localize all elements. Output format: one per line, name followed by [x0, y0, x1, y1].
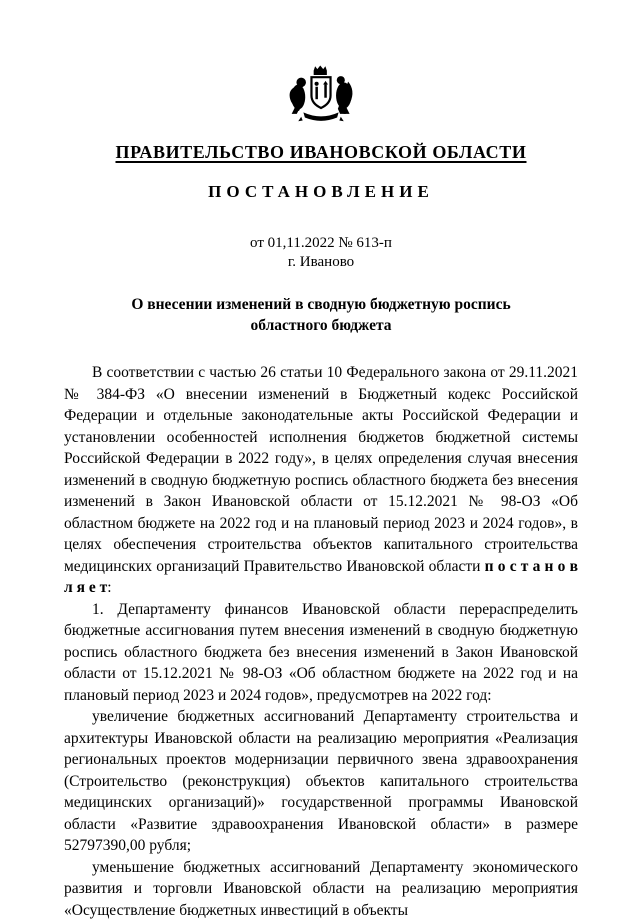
preamble-text: В соответствии с частью 26 статьи 10 Федерального закона от 29.11.2021 № 384-ФЗ «О внесении изменений в Бюджетный кодекс Российской Федерации и отдельные законодательные акты Российской Федерации и установлении особенностей исполнения бюджетов бюджетной системы Российской Федерации в 2022 году», в целях определения случая внесения изменений в сводную бюджетную роспись областного бюджета без внесения изменений в Закон Ивановской области от 15.12.2021 № 98-ОЗ «Об областном бюджете на 2022 год и на плановый период 2023 и 2024 годов», в целях обеспечения строительства объектов капитального строительства медицинских организаций Правительство Ивановской области [64, 364, 578, 575]
subject-line-1: О внесении изменений в сводную бюджетную роспись [64, 294, 578, 315]
paragraph-preamble [64, 362, 578, 599]
subject-heading [64, 294, 578, 336]
paragraph-decrease-appropriations: уменьшение бюджетных ассигнований Департаменту экономического развития и торговли Ивановской области на реализацию мероприятия «Осуществление бюджетных инвестиций в объекты [64, 857, 578, 921]
paragraph-item-1: 1. Департаменту финансов Ивановской области перераспределить бюджетные ассигнования путем внесения изменений в сводную бюджетную роспись областного бюджета без внесения изменений в Закон Ивановской области от 15.12.2021 № 98-ОЗ «Об областном бюджете на 2022 год и на плановый период 2023 и 2024 годов», предусмотрев на 2022 год: [64, 599, 578, 707]
date-number-line: от 01,11.2022 № 613-п [64, 234, 578, 253]
paragraph-increase-appropriations: увеличение бюджетных ассигнований Департаменту строительства и архитектуры Ивановской области на реализацию мероприятия «Реализация региональных проектов модернизации первичного звена здравоохранения (Строительство (реконструкция) объектов капитального строительства медицинских организаций)» государственной программы Ивановской области «Развитие здравоохранения Ивановской области» в размере 52797390,00 рубля; [64, 706, 578, 857]
document-type-title: ПОСТАНОВЛЕНИЕ [64, 182, 578, 202]
government-title: ПРАВИТЕЛЬСТВО ИВАНОВСКОЙ ОБЛАСТИ [64, 142, 578, 163]
decree-word: п о с т а н о в л я е т [64, 558, 578, 597]
coat-of-arms-ivanovo-icon [275, 64, 367, 130]
coat-of-arms [64, 64, 578, 130]
document-body [64, 362, 578, 921]
document-meta [64, 234, 578, 272]
subject-line-2: областного бюджета [64, 315, 578, 336]
city-line: г. Иваново [64, 253, 578, 272]
decree-colon: : [107, 579, 111, 596]
